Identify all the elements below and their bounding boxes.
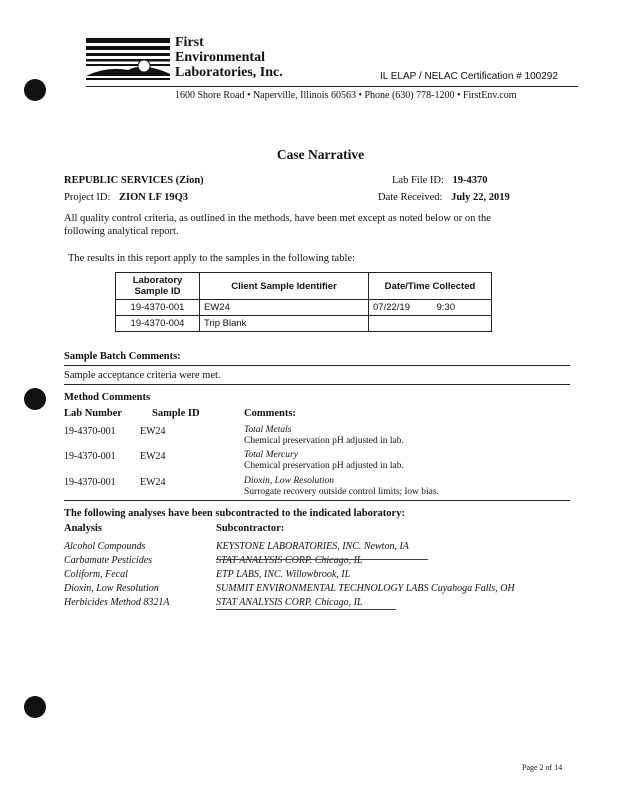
subcontract-analysis: Herbicides Method 8321A	[64, 597, 170, 608]
client-name: REPUBLIC SERVICES (Zion)	[64, 175, 204, 186]
column-header: Laboratory Sample ID	[116, 273, 200, 300]
subcontract-analysis: Coliform, Fecal	[64, 569, 128, 580]
subcontract-lab: STAT ANALYSIS CORP. Chicago, IL	[216, 555, 363, 566]
lab-file-id	[392, 175, 488, 186]
method-comment	[244, 425, 404, 447]
comment-text: Chemical preservation pH adjusted in lab.	[244, 436, 404, 446]
subcontract-lab: SUMMIT ENVIRONMENTAL TECHNOLOGY LABS Cuyahoga Falls, OH	[216, 583, 515, 594]
certification-line: IL ELAP / NELAC Certification # 100292	[380, 71, 558, 82]
comment-text: Surrogate recovery outside control limits; low bias.	[244, 487, 439, 497]
underline	[216, 609, 396, 610]
subcontract-analysis: Alcohol Compounds	[64, 541, 146, 552]
column-header: Subcontractor:	[216, 523, 285, 534]
table-row	[116, 316, 492, 332]
method-sample-id: EW24	[140, 451, 166, 462]
lab-sample-id: 19-4370-001	[116, 300, 200, 316]
company-name	[175, 35, 283, 80]
date-received-value: July 22, 2019	[451, 192, 510, 203]
project-value: ZION LF 19Q3	[119, 192, 189, 203]
method-sample-id: EW24	[140, 477, 166, 488]
project-id	[64, 192, 188, 203]
date-time-collected	[369, 300, 492, 316]
client-sample-id: Trip Blank	[200, 316, 369, 332]
lab-file-value: 19-4370	[452, 175, 488, 186]
method-sample-id: EW24	[140, 426, 166, 437]
method-lab-number: 19-4370-001	[64, 426, 116, 437]
table-row	[116, 300, 492, 316]
section-divider	[64, 365, 570, 366]
client-sample-id: EW24	[200, 300, 369, 316]
sample-batch-text: Sample acceptance criteria were met.	[64, 370, 221, 381]
underline	[216, 559, 428, 560]
company-name-line: First	[175, 35, 204, 50]
punch-hole	[24, 388, 46, 410]
column-header: Client Sample Identifier	[200, 273, 369, 300]
company-name-line: Environmental	[175, 50, 265, 65]
table-header-row	[116, 273, 492, 300]
method-comment	[244, 476, 439, 498]
method-lab-number: 19-4370-001	[64, 477, 116, 488]
method-name: Dioxin, Low Resolution	[244, 476, 334, 486]
subcontract-analysis: Dioxin, Low Resolution	[64, 583, 159, 594]
date-received-label: Date Received:	[378, 192, 443, 203]
qc-statement: All quality control criteria, as outlined in the methods, have been met except as noted below or on the following analytical report.	[64, 213, 491, 237]
subcontract-lab: STAT ANALYSIS CORP. Chicago, IL	[216, 597, 363, 608]
method-comment	[244, 450, 404, 472]
page-number: Page 2 of 14	[522, 763, 563, 772]
address-line: 1600 Shore Road • Naperville, Illinois 60563 • Phone (630) 778-1200 • FirstEnv.com	[175, 90, 517, 101]
company-logo	[86, 36, 170, 84]
company-name-line: Laboratories, Inc.	[175, 65, 283, 80]
lab-sample-id: 19-4370-004	[116, 316, 200, 332]
method-lab-number: 19-4370-001	[64, 451, 116, 462]
date-time-collected	[369, 316, 492, 332]
method-name: Total Metals	[244, 425, 292, 435]
project-label: Project ID:	[64, 192, 111, 203]
page-title: Case Narrative	[276, 147, 365, 162]
column-header: Analysis	[64, 523, 102, 534]
method-comments-heading: Method Comments	[64, 392, 151, 403]
column-header: Lab Number	[64, 408, 123, 419]
column-header: Comments:	[244, 408, 296, 419]
subcontract-analysis: Carbamate Pesticides	[64, 555, 153, 566]
collected-date: 07/22/19	[373, 302, 410, 313]
comment-text: Chemical preservation pH adjusted in lab.	[244, 461, 404, 471]
date-received	[378, 192, 510, 203]
column-header: Date/Time Collected	[369, 273, 492, 300]
section-divider	[64, 500, 570, 501]
sample-batch-heading: Sample Batch Comments:	[64, 351, 181, 362]
sample-table	[115, 272, 492, 332]
subcontract-lab: ETP LABS, INC. Willowbrook, IL	[216, 569, 351, 580]
lab-file-label: Lab File ID:	[392, 175, 444, 186]
method-name: Total Mercury	[244, 450, 298, 460]
column-header: Sample ID	[152, 408, 200, 419]
results-intro: The results in this report apply to the samples in the following table:	[68, 253, 355, 264]
punch-hole	[24, 696, 46, 718]
subcontract-heading: The following analyses have been subcontracted to the indicated laboratory:	[64, 508, 405, 519]
punch-hole	[24, 79, 46, 101]
subcontract-lab: KEYSTONE LABORATORIES, INC. Newton, IA	[216, 541, 409, 552]
header-divider	[86, 86, 578, 87]
collected-time: 9:30	[436, 302, 456, 313]
section-divider	[64, 384, 570, 385]
